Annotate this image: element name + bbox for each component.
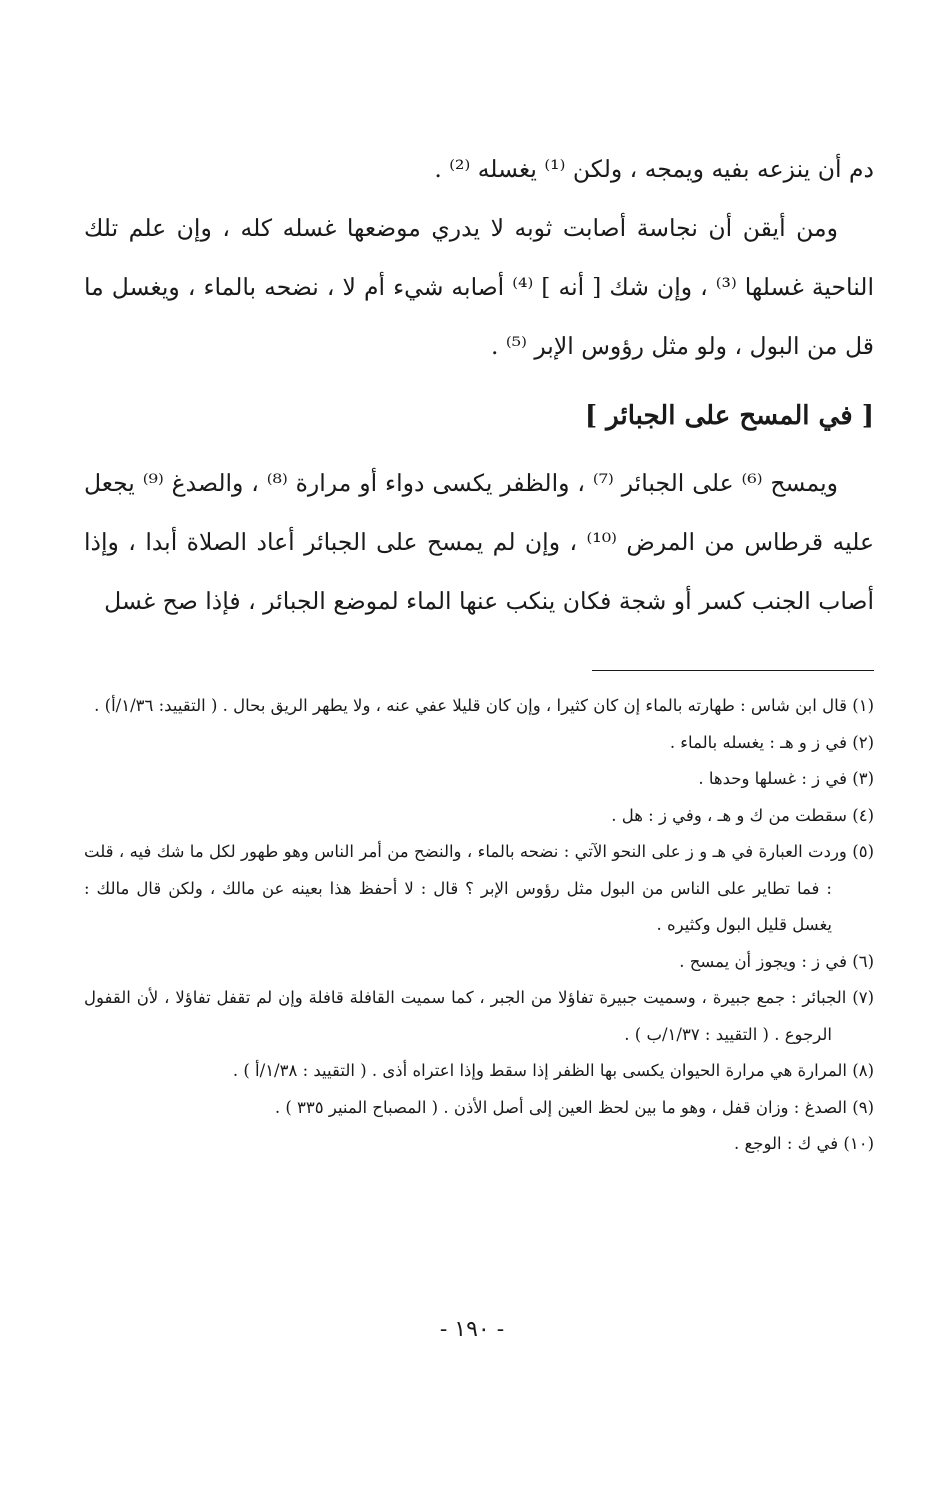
footnote-8: (٨) المرارة هي مرارة الحيوان يكسى بها الظفر إذا سقط وإذا اعتراه أذى . ( التقييد : ١/٣٨/أ ) . bbox=[232, 1061, 874, 1080]
footnote-4: (٤) سقطت من ك و هـ ، وفي ز : هل . bbox=[611, 805, 874, 825]
page-number: - ١٩٠ - bbox=[439, 1317, 505, 1342]
footnote-10: (١٠) في ك : الوجع . bbox=[734, 1134, 874, 1153]
footnote-2: (٢) في ز و هـ : يغسله بالماء . bbox=[669, 732, 874, 752]
footnote-6: (٦) في ز : ويجوز أن يمسح . bbox=[679, 951, 874, 971]
footnote-7: (٧) الجبائر : جمع جبيرة ، وسميت جبيرة تفاؤلا من الجبر ، كما سميت القافلة قافلة وإن لم تقفل تفاؤلا ، لأن القفول الرجوع . ( التقييد : ١/٣٧/ب ) . bbox=[84, 988, 874, 1044]
footnote-5: (٥) وردت العبارة في هـ و ز على النحو الآتي : نضحه بالماء ، والنضح من أمر الناس وهو طهور لكل ما شك فيه ، قلت : فما تطاير على الناس من البول مثل رؤوس الإبر ؟ قال : لا أحفظ هذا بعينه عن مالك ، ولكن قال مالك : يغسل قليل البول وكثيره . bbox=[84, 842, 874, 934]
footnotes bbox=[84, 688, 874, 1163]
paragraph-1: دم أن ينزعه بفيه ويمجه ، ولكن ⁽¹⁾ يغسله ⁽²⁾ . bbox=[434, 155, 874, 183]
paragraph-2: ومن أيقن أن نجاسة أصابت ثوبه لا يدري موضعها غسله كله ، وإن علم تلك الناحية غسلها ⁽³⁾ ، وإن شك [ أنه ] ⁽⁴⁾ أصابه شيء أم لا ، نضحه بالماء ، ويغسل ما قل من البول ، ولو مثل رؤوس الإبر ⁽⁵⁾ . bbox=[84, 214, 874, 360]
section-heading: [ في المسح على الجبائر ] bbox=[584, 401, 874, 431]
footnote-1: (١) قال ابن شاس : طهارته بالماء إن كان كثيرا ، وإن كان قليلا عفي عنه ، ولا يطهر الريق بحال . ( التقييد: ١/٣٦/أ) . bbox=[94, 696, 874, 715]
paragraph-3: ويمسح ⁽⁶⁾ على الجبائر ⁽⁷⁾ ، والظفر يكسى دواء أو مرارة ⁽⁸⁾ ، والصدغ ⁽⁹⁾ يجعل عليه قرطاس من المرض ⁽¹⁰⁾ ، وإن لم يمسح على الجبائر أعاد الصلاة أبدا ، وإذا أصاب الجنب كسر أو شجة فكان ينكب عنها الماء لموضع الجبائر ، فإذا صح غسل bbox=[84, 469, 874, 615]
footnote-9: (٩) الصدغ : وزان قفل ، وهو ما بين لحظ العين إلى أصل الأذن . ( المصباح المنير ٣٣٥ ) . bbox=[274, 1097, 874, 1117]
footnote-3: (٣) في ز : غسلها وحدها . bbox=[698, 769, 874, 788]
main-text bbox=[84, 140, 874, 631]
footnote-separator bbox=[592, 670, 874, 671]
